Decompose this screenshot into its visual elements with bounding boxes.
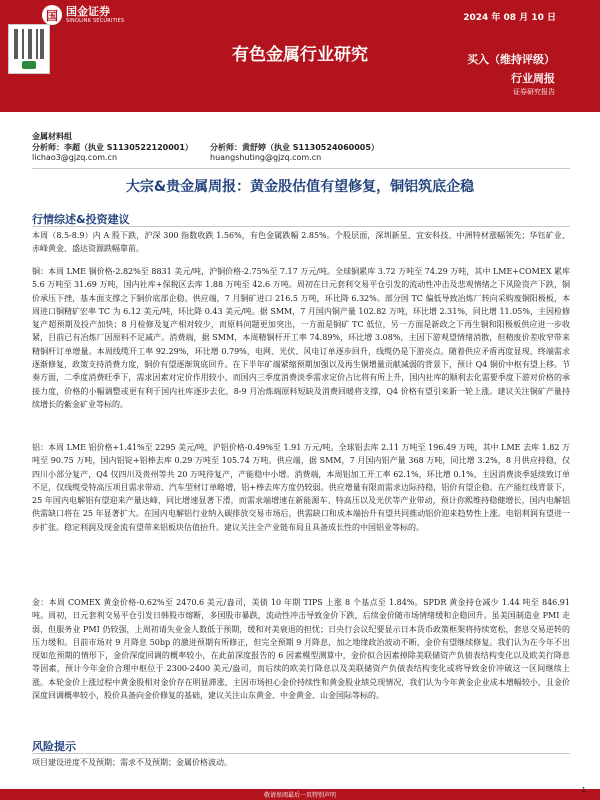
report-type: 行业周报 (511, 72, 555, 85)
paragraph-aluminum: 铝：本周 LME 铝价格+1.41%至 2295 美元/吨，沪铝价格-0.49%至 1.91 万元/吨。全球铝去库 2.11 万吨至 196.49 万吨，其中 LME 去库 1.82 万吨至 90.75 万吨，国内铝锭+铝棒去库 0.29 万吨至 105.74 万吨。供应端，据 SMM，7 月国内铝产量 368 万吨，同比增 3.2%，8 月供应持稳，仅四川小部分复产，Q4 仅四川及贵州等共 20 万吨待复产，产能稳中小增。消费端，本周铝加工开工率 62.1%，环比增 0.1%，主因消费淡季延续致订单不足，仅线缆受特高压项目需求带动、汽车型材订单略增，铝+棒去库方度仍较弱。供应增量有限而需求边际持稳，铝价有望企稳。在产能红线背景下，25 年国内电解铝有望迎来产量达峰，同比增速显著下滑，而需求端增速在新能源车、特高压以及光伏等产业带动，预计你熙维持稳健增长，国内电解铝供需缺口将在 25 年显著扩大。在国内电解铝行业纳入碳排放交易市场后，供需缺口和成本端抬升有望共同推动铝价迎来趋势性上涨。电铝利润有望进一步扩张。稳定利润及现金流有望带来铝板块估值抬升。建议关注全产业链布局且具备成长性的中国铝业等标的。 (32, 443, 570, 532)
paragraph-market: 本周（8.5-8.9）内 A 股下跌，沪深 300 指数收跌 1.56%，有色金属跌幅 2.85%。个股层面，深圳新星、宜安科技、中洲特材涨幅领先；华钰矿业、赤峰黄金、盛达资源跌幅靠前。 (32, 231, 570, 254)
paragraph-risk: 项目建设进度不及预期；需求不及预期；金属价格波动。 (32, 758, 232, 767)
divider (32, 168, 570, 169)
report-date: 2024 年 08 月 10 日 (463, 13, 556, 23)
paragraph-gold: 金：本周 COMEX 黄金价格-0.62%至 2470.6 美元/盎司，美债 10 年期 TIPS 上涨 8 个基点至 1.84%。SPDR 黄金持仓减少 1.44 吨至 846.91 吨。周初，日元套利交易平仓引发日韩股市熔断，多国股市暴跌，流动性冲击导致金价下跌，后续金价随市场情绪缓和企稳回升。虽美国制造业 PMI 走弱，但服务业 PMI 仍较强，上周初请失业金人数低于预期，缓和对美衰退的担忧；日央行会议纪要显示日本货币政策框架将持续宽松，套息交易逆转的压力缓和。目前市场对 9 月降息 50bp 的激进预期有所修正，但完全预期 9 月降息，加之地缘政治波动不断，金价有望继续修复。我们认为在今年不出现如危预期的情形下，金价深度回调的概率较小，在此前深度报告的 6 因素模型测算中，金价拟合因素掉除美联储资产负债表结构变化以及欧美行降息等因素，预计今年金价合理中枢位于 2300-2400 美元/盎司，而后续的欧美行降息以及美联储资产负债表结构变化或将导致金价冲破这一区间继续上涨。本轮金价上涨过程中黄金股相对金价存在明显滞涨，主因市场担心金价持续性和黄金股业绩兑现情况，我们认为今年黄金企业成本增幅较小，且金价深度回调概率较小，股价具备向金价修复的基础，建议关注山东黄金、中金黄金、山金国际等标的。 (32, 598, 570, 701)
divider (32, 226, 570, 227)
report-subtitle: 证券研究报告 (513, 88, 555, 96)
logo-name-cn: 国金证券 (66, 4, 110, 18)
page-number: 1 (581, 786, 586, 794)
paragraph-copper: 铜：本周 LME 铜价格-2.82%至 8831 美元/吨，沪铜价格-2.75%至 7.17 万元/吨。全球铜累库 3.72 万吨至 74.29 万吨，其中 LME+COMEX 累库 5.6 万吨至 31.69 万吨，国内社库+保税区去库 1.88 万吨至 42.6 万吨。周初在日元套利交易平仓引发的流动性冲击及悲观情绪之下风险资产下跌，铜价承压下挫，基本面支撑之下铜价底部企稳。供应端，7 月铜矿进口 216.5 万吨，环比降 6.32%。部分国 TC 偏低导致冶炼厂转向采购废铜阳极板，本周进口铜精矿宏率 TC 为 6.12 美元/吨，环比降 0.43 美元/吨。据 SMM，7 月国内铜产量 102.82 万吨，环比增 2.31%，同比增 11.05%，主因检修复产超预期及投产加快；8 月检修及复产相对较少，而原料问题更加突出，一方面是铜矿 TC 低位，另一方面是新政之下再生铜和阳极板供应进一步收紧，目前已有冶炼厂因原料不足减产。消费端，据 SMM，本周精铜杆开工率 74.89%，环比增 3.08%，主因下游观望情绪消散，但精废价差收窄带来精铜杆订单增量。本周线缆开工率 92.29%，环比增 0.79%，电网、光伏、风电订单逐步回升，线缆仍是下游亮点。随着供应矛盾再度显现、终端需求逐渐修复，政策支持消费力度，铜价有望逐渐筑底回升。在下半年矿端紧缩预期加强以及再生铜增量贡献减弱的背景下，预计 Q4 铜价中枢有望上移。节奏方面，二季度消费旺季下，需求因素对定价作用较小，而国内三季度消费淡季需求定价占比将有所上升，国内社库的顺利去化需要季度下游对价格的承接力度，价格的小幅调整或更有利于国内社库逐步去化，8-9 月冶炼端原料短缺及消费回暖将支撑，Q4 价格有望引来新一轮上涨。建议关注铜矿产量持续增长的紫金矿业等标的。 (32, 267, 570, 409)
report-header (0, 0, 600, 112)
team-name: 金属材料组 (32, 132, 72, 141)
logo-name-en: SINOLINK SECURITIES (66, 17, 125, 24)
company-logo (42, 5, 124, 25)
section-heading-risk: 风险提示 (32, 740, 76, 753)
divider (32, 753, 570, 754)
industry-title: 有色金属行业研究 (232, 45, 368, 65)
analyst-1: 分析师：李超（执业 S1130522120001） (32, 143, 193, 152)
footer-disclaimer: 敬请参阅最后一页特别声明 (263, 792, 336, 799)
rating-label: 买入（维持评级） (467, 53, 555, 66)
report-main-title: 大宗&贵金属周报：黄金股估值有望修复，铜铝筑底企稳 (125, 179, 475, 195)
analyst-2: 分析师：黄舒婷（执业 S1130524060005） (210, 143, 379, 152)
analyst-2-email[interactable]: huangshuting@gjzq.com.cn (210, 153, 322, 162)
analyst-1-email[interactable]: lichao3@gjzq.com.cn (32, 153, 118, 162)
section-heading-overview: 行情综述&投资建议 (32, 213, 130, 226)
logo-icon: 国 (42, 5, 62, 25)
